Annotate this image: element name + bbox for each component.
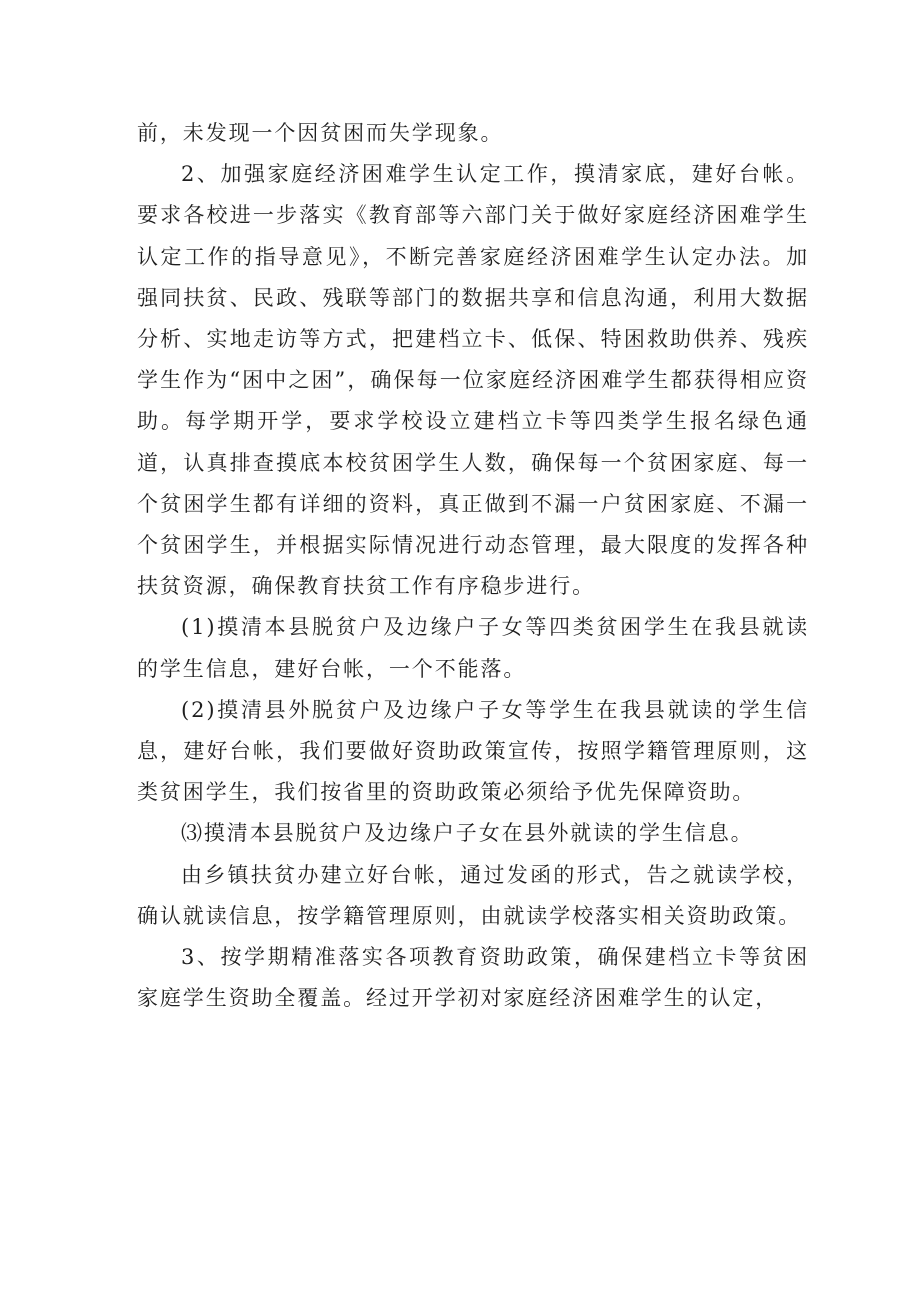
paragraph-1: 前，未发现一个因贫困而失学现象。	[137, 121, 504, 145]
paragraph-4: (2)摸清县外脱贫户及边缘户子女等学生在我县就读的学生信息，建好台帐，我们要做好资助政策宣传，按照学籍管理原则，这类贫困学生，我们按省里的资助政策必须给予优先保障资助。	[137, 697, 809, 805]
paragraph-6: 由乡镇扶贫办建立好台帐，通过发函的形式，告之就读学校，确认就读信息，按学籍管理原则，由就读学校落实相关资助政策。	[137, 862, 809, 928]
document-body	[137, 113, 809, 1019]
paragraph-2: 2、加强家庭经济困难学生认定工作，摸清家底，建好台帐。要求各校进一步落实《教育部等六部门关于做好家庭经济困难学生认定工作的指导意见》，不断完善家庭经济困难学生认定办法。加强同扶贫、民政、残联等部门的数据共享和信息沟通，利用大数据分析、实地走访等方式，把建档立卡、低保、特困救助供养、残疾学生作为“困中之困”，确保每一位家庭经济困难学生都获得相应资助。每学期开学，要求学校设立建档立卡等四类学生报名绿色通道，认真排查摸底本校贫困学生人数，确保每一个贫困家庭、每一个贫困学生都有详细的资料，真正做到不漏一户贫困家庭、不漏一个贫困学生，并根据实际情况进行动态管理，最大限度的发挥各种扶贫资源，确保教育扶贫工作有序稳步进行。	[137, 162, 809, 599]
paragraph-7: 3、按学期精准落实各项教育资助政策，确保建档立卡等贫困家庭学生资助全覆盖。经过开学初对家庭经济困难学生的认定，	[137, 945, 809, 1011]
paragraph-5: ⑶摸清本县脱贫户及边缘户子女在县外就读的学生信息。	[181, 821, 754, 846]
paragraph-3: (1)摸清本县脱贫户及边缘户子女等四类贫困学生在我县就读的学生信息，建好台帐，一个不能落。	[137, 615, 809, 681]
